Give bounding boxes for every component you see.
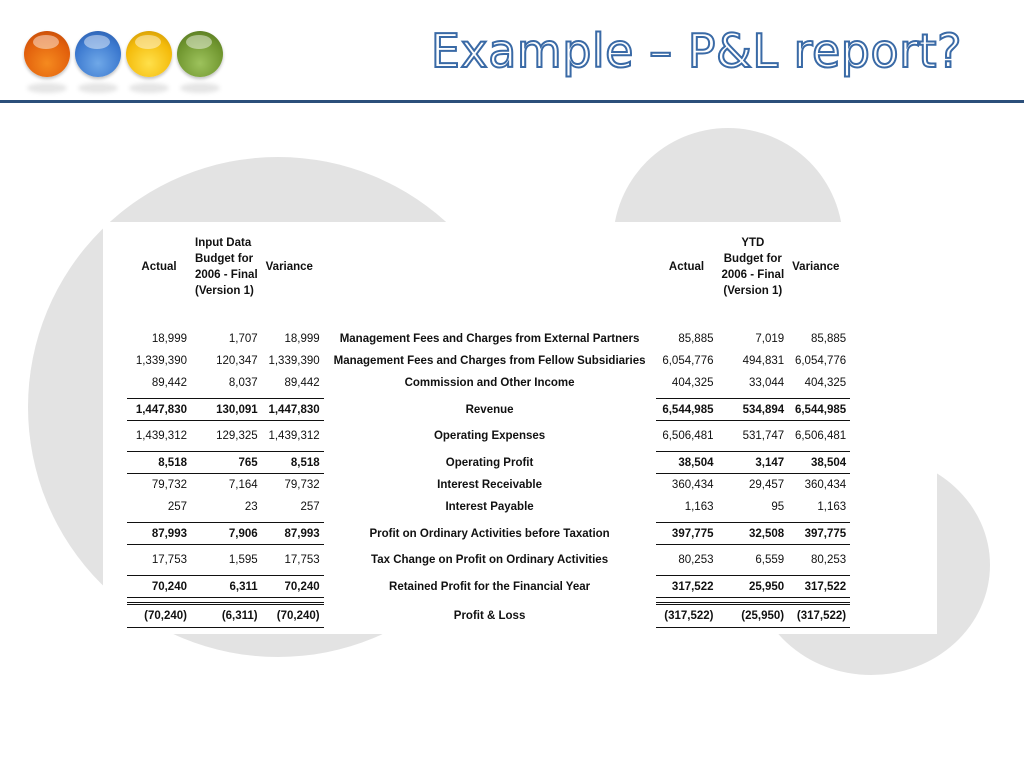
cell-actual: 1,439,312	[135, 430, 187, 442]
cell-actual: 17,753	[151, 554, 187, 566]
row-label: Interest Receivable	[437, 478, 542, 491]
row-label: Operating Expenses	[433, 430, 546, 442]
cell-ytd-budget: 6,559	[755, 554, 785, 566]
table-row-total	[127, 523, 850, 545]
cell-ytd-actual: 404,325	[671, 377, 714, 389]
cell-ytd-budget: 534,894	[718, 399, 789, 421]
cell-variance: 1,447,830	[262, 399, 324, 421]
cell-budget: 23	[244, 501, 258, 513]
row-label: Management Fees and Charges from External Partners	[339, 333, 640, 345]
cell-ytd-budget: 32,508	[718, 523, 789, 545]
cell-variance: 8,518	[262, 452, 324, 474]
blue-dot	[75, 31, 121, 77]
cell-ytd-actual: 85,885	[678, 333, 714, 345]
cell-variance: 1,439,312	[268, 430, 320, 442]
col-header-budget: Input Data Budget for 2006 - Final (Version 1)	[195, 237, 258, 297]
cell-variance: 18,999	[284, 333, 320, 345]
col-header-ytd-budget: YTD Budget for 2006 - Final (Version 1)	[721, 237, 785, 297]
cell-ytd-actual: 317,522	[656, 576, 718, 598]
cell-ytd-variance: 80,253	[810, 554, 847, 566]
table-row-total	[127, 452, 850, 474]
cell-variance: 89,442	[284, 377, 320, 389]
col-header-ytd-variance: Variance	[792, 261, 840, 273]
table-row-total	[127, 576, 850, 598]
col-header-actual: Actual	[141, 261, 177, 273]
dot-shadow	[27, 83, 67, 93]
table-row	[127, 328, 850, 350]
cell-variance: 17,753	[284, 554, 320, 566]
yellow-dot	[126, 31, 172, 77]
cell-ytd-budget: 25,950	[718, 576, 789, 598]
cell-ytd-budget: 531,747	[742, 430, 785, 442]
table-row	[127, 549, 850, 571]
cell-ytd-variance: 1,163	[817, 501, 847, 513]
cell-ytd-variance: 85,885	[810, 333, 847, 345]
cell-actual: 1,447,830	[127, 399, 191, 421]
table-row	[127, 350, 850, 372]
cell-actual: 8,518	[127, 452, 191, 474]
cell-actual: 87,993	[127, 523, 191, 545]
col-header-variance: Variance	[265, 261, 313, 273]
row-label: Tax Change on Profit on Ordinary Activities	[371, 554, 609, 566]
cell-ytd-actual: 80,253	[678, 554, 714, 566]
cell-budget: 120,347	[216, 355, 258, 367]
cell-ytd-variance: 404,325	[804, 377, 847, 389]
cell-variance: 1,339,390	[268, 355, 320, 367]
cell-ytd-actual: 360,434	[671, 479, 714, 491]
cell-ytd-variance: 317,522	[788, 576, 850, 598]
cell-budget: 1,707	[228, 333, 258, 345]
row-label: Profit & Loss	[453, 609, 526, 622]
cell-ytd-actual: 6,544,985	[656, 399, 718, 421]
orange-dot	[24, 31, 70, 77]
row-label: Management Fees and Charges from Fellow Subsidiaries	[333, 355, 646, 367]
cell-ytd-actual: 38,504	[656, 452, 718, 474]
pl-report	[103, 222, 937, 634]
cell-ytd-budget: (25,950)	[718, 604, 789, 628]
table-row	[127, 425, 850, 447]
cell-ytd-variance: 38,504	[788, 452, 850, 474]
cell-budget: 7,164	[228, 479, 258, 491]
cell-ytd-actual: 397,775	[656, 523, 718, 545]
row-label: Retained Profit for the Financial Year	[389, 580, 591, 593]
cell-variance: 70,240	[262, 576, 324, 598]
pl-table	[127, 232, 850, 628]
row-label: Profit on Ordinary Activities before Taxation	[369, 527, 610, 540]
slide-title: Example – P&L report?	[430, 24, 962, 78]
cell-variance: 87,993	[262, 523, 324, 545]
cell-ytd-variance: 6,544,985	[788, 399, 850, 421]
cell-variance: (70,240)	[262, 604, 324, 628]
cell-budget: 7,906	[191, 523, 262, 545]
cell-budget: 765	[191, 452, 262, 474]
cell-actual: 70,240	[127, 576, 191, 598]
cell-ytd-actual: 6,054,776	[662, 355, 714, 367]
table-row-final	[127, 604, 850, 628]
table-row	[127, 496, 850, 518]
cell-ytd-variance: (317,522)	[788, 604, 850, 628]
dot-shadow	[78, 83, 118, 93]
cell-ytd-budget: 494,831	[742, 355, 785, 367]
cell-budget: 6,311	[191, 576, 262, 598]
row-label: Commission and Other Income	[404, 377, 575, 389]
cell-ytd-budget: 29,457	[748, 479, 785, 491]
cell-ytd-variance: 6,506,481	[794, 430, 847, 442]
cell-actual: 18,999	[151, 333, 187, 345]
header-row	[127, 232, 850, 302]
row-label: Interest Payable	[445, 501, 534, 513]
cell-actual: 1,339,390	[135, 355, 187, 367]
cell-actual: (70,240)	[127, 604, 191, 628]
green-dot	[177, 31, 223, 77]
row-label: Revenue	[465, 403, 514, 416]
cell-ytd-variance: 397,775	[788, 523, 850, 545]
cell-ytd-budget: 33,044	[748, 377, 785, 389]
cell-ytd-variance: 360,434	[804, 479, 847, 491]
cell-ytd-actual: 6,506,481	[662, 430, 714, 442]
cell-budget: 8,037	[228, 377, 258, 389]
title-divider	[0, 100, 1024, 103]
table-row-total	[127, 399, 850, 421]
cell-variance: 79,732	[284, 479, 320, 491]
cell-variance: 257	[300, 501, 320, 513]
cell-ytd-budget: 3,147	[718, 452, 789, 474]
cell-actual: 89,442	[151, 377, 187, 389]
table-row	[127, 372, 850, 394]
cell-ytd-budget: 95	[771, 501, 785, 513]
cell-ytd-actual: 1,163	[684, 501, 714, 513]
col-header-ytd-actual: Actual	[668, 261, 705, 273]
cell-budget: 1,595	[228, 554, 258, 566]
cell-budget: 129,325	[216, 430, 258, 442]
table-row	[127, 474, 850, 497]
row-label: Operating Profit	[445, 456, 534, 469]
col-header-label	[324, 232, 656, 302]
cell-ytd-variance: 6,054,776	[794, 355, 847, 367]
cell-actual: 79,732	[151, 479, 187, 491]
cell-budget: (6,311)	[191, 604, 262, 628]
dot-shadow	[129, 83, 169, 93]
cell-budget: 130,091	[191, 399, 262, 421]
cell-ytd-actual: (317,522)	[656, 604, 718, 628]
dot-shadow	[180, 83, 220, 93]
cell-actual: 257	[167, 501, 187, 513]
cell-ytd-budget: 7,019	[755, 333, 785, 345]
